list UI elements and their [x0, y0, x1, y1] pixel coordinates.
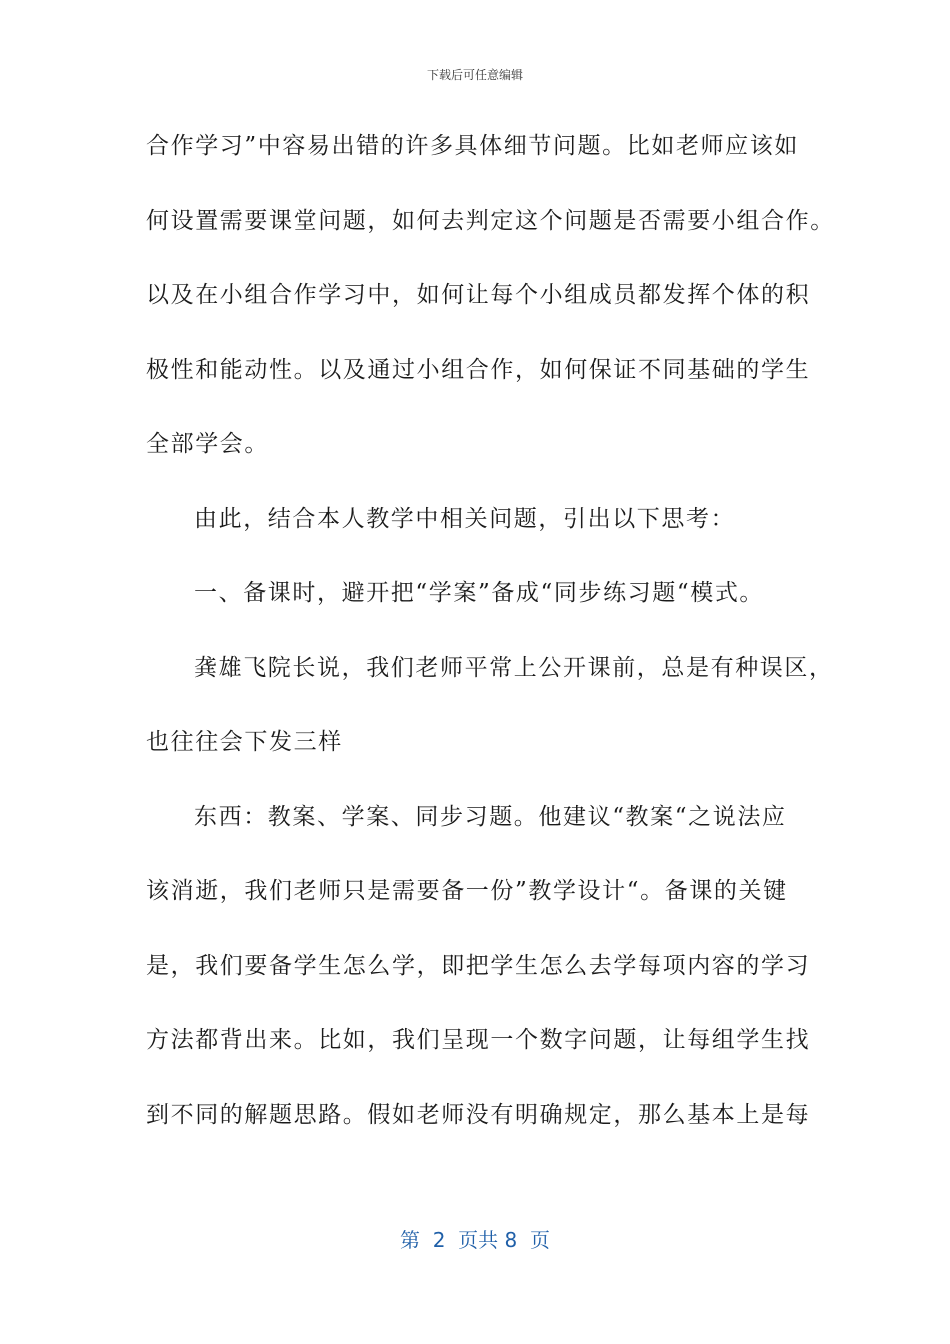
text-line: 方法都背出来。比如，我们呈现一个数字问题，让每组学生找: [146, 1027, 811, 1053]
paragraph-line: 东西：教案、学案、同步习题。他建议“教案“之说法应: [194, 803, 787, 830]
page-header-note: 下载后可任意编辑: [426, 68, 523, 82]
page-number: 第 2 页共 8 页: [400, 1228, 550, 1252]
text-line: 该消逝，我们老师只是需要备一份”教学设计“。备课的关键: [146, 878, 788, 904]
text-line: 到不同的解题思路。假如老师没有明确规定，那么基本上是每: [146, 1101, 811, 1128]
text-line: 极性和能动性。以及通过小组合作，如何保证不同基础的学生: [146, 356, 811, 383]
paragraph-line: 龚雄飞院长说，我们老师平常上公开课前，总是有种误区，: [194, 654, 834, 681]
document-body: [146, 118, 835, 1161]
text-line: 也往往会下发三样: [146, 729, 343, 755]
text-line: 是，我们要备学生怎么学，即把学生怎么去学每项内容的学习: [146, 952, 811, 979]
text-line: 何设置需要课堂问题，如何去判定这个问题是否需要小组合作。: [146, 207, 835, 234]
text-line: 全部学会。: [146, 431, 269, 457]
section-heading: 一、备课时，避开把“学案”备成“同步练习题“模式。: [194, 580, 765, 606]
paragraph-line: 由此，结合本人教学中相关问题，引出以下思考：: [194, 505, 736, 532]
text-line: 以及在小组合作学习中，如何让每个小组成员都发挥个体的积: [146, 282, 811, 308]
text-line: 合作学习”中容易出错的许多具体细节问题。比如老师应该如: [146, 133, 799, 159]
